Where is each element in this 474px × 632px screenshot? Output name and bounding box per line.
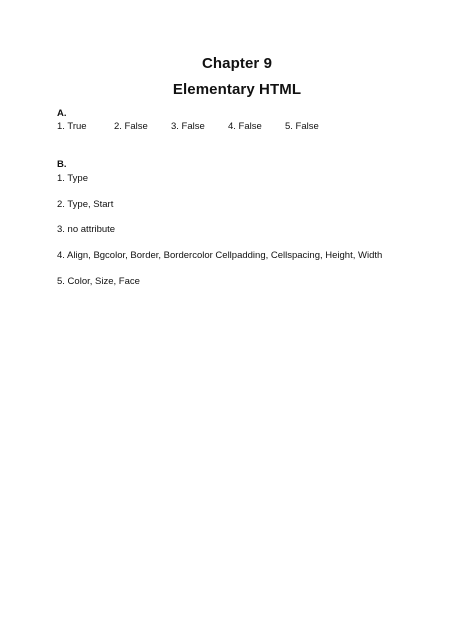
answer-a5: 5. False xyxy=(285,121,319,132)
answer-b3: 3. no attribute xyxy=(57,224,116,235)
answer-b5: 5. Color, Size, Face xyxy=(57,276,140,287)
section-a-label: A. xyxy=(57,108,67,119)
section-b-label: B. xyxy=(57,159,67,170)
answer-a2: 2. False xyxy=(114,121,148,132)
answer-b1: 1. Type xyxy=(57,173,88,184)
answer-a1: 1. True xyxy=(57,121,87,132)
answer-a3: 3. False xyxy=(171,121,205,132)
answer-a4: 4. False xyxy=(228,121,262,132)
chapter-heading: Chapter 9 xyxy=(201,55,273,72)
answer-b4: 4. Align, Bgcolor, Border, Bordercolor Cellpadding, Cellspacing, Height, Width xyxy=(57,250,383,261)
answer-b2: 2. Type, Start xyxy=(57,199,114,210)
chapter-title: Elementary HTML xyxy=(172,81,302,98)
section-a-answers xyxy=(57,121,357,133)
